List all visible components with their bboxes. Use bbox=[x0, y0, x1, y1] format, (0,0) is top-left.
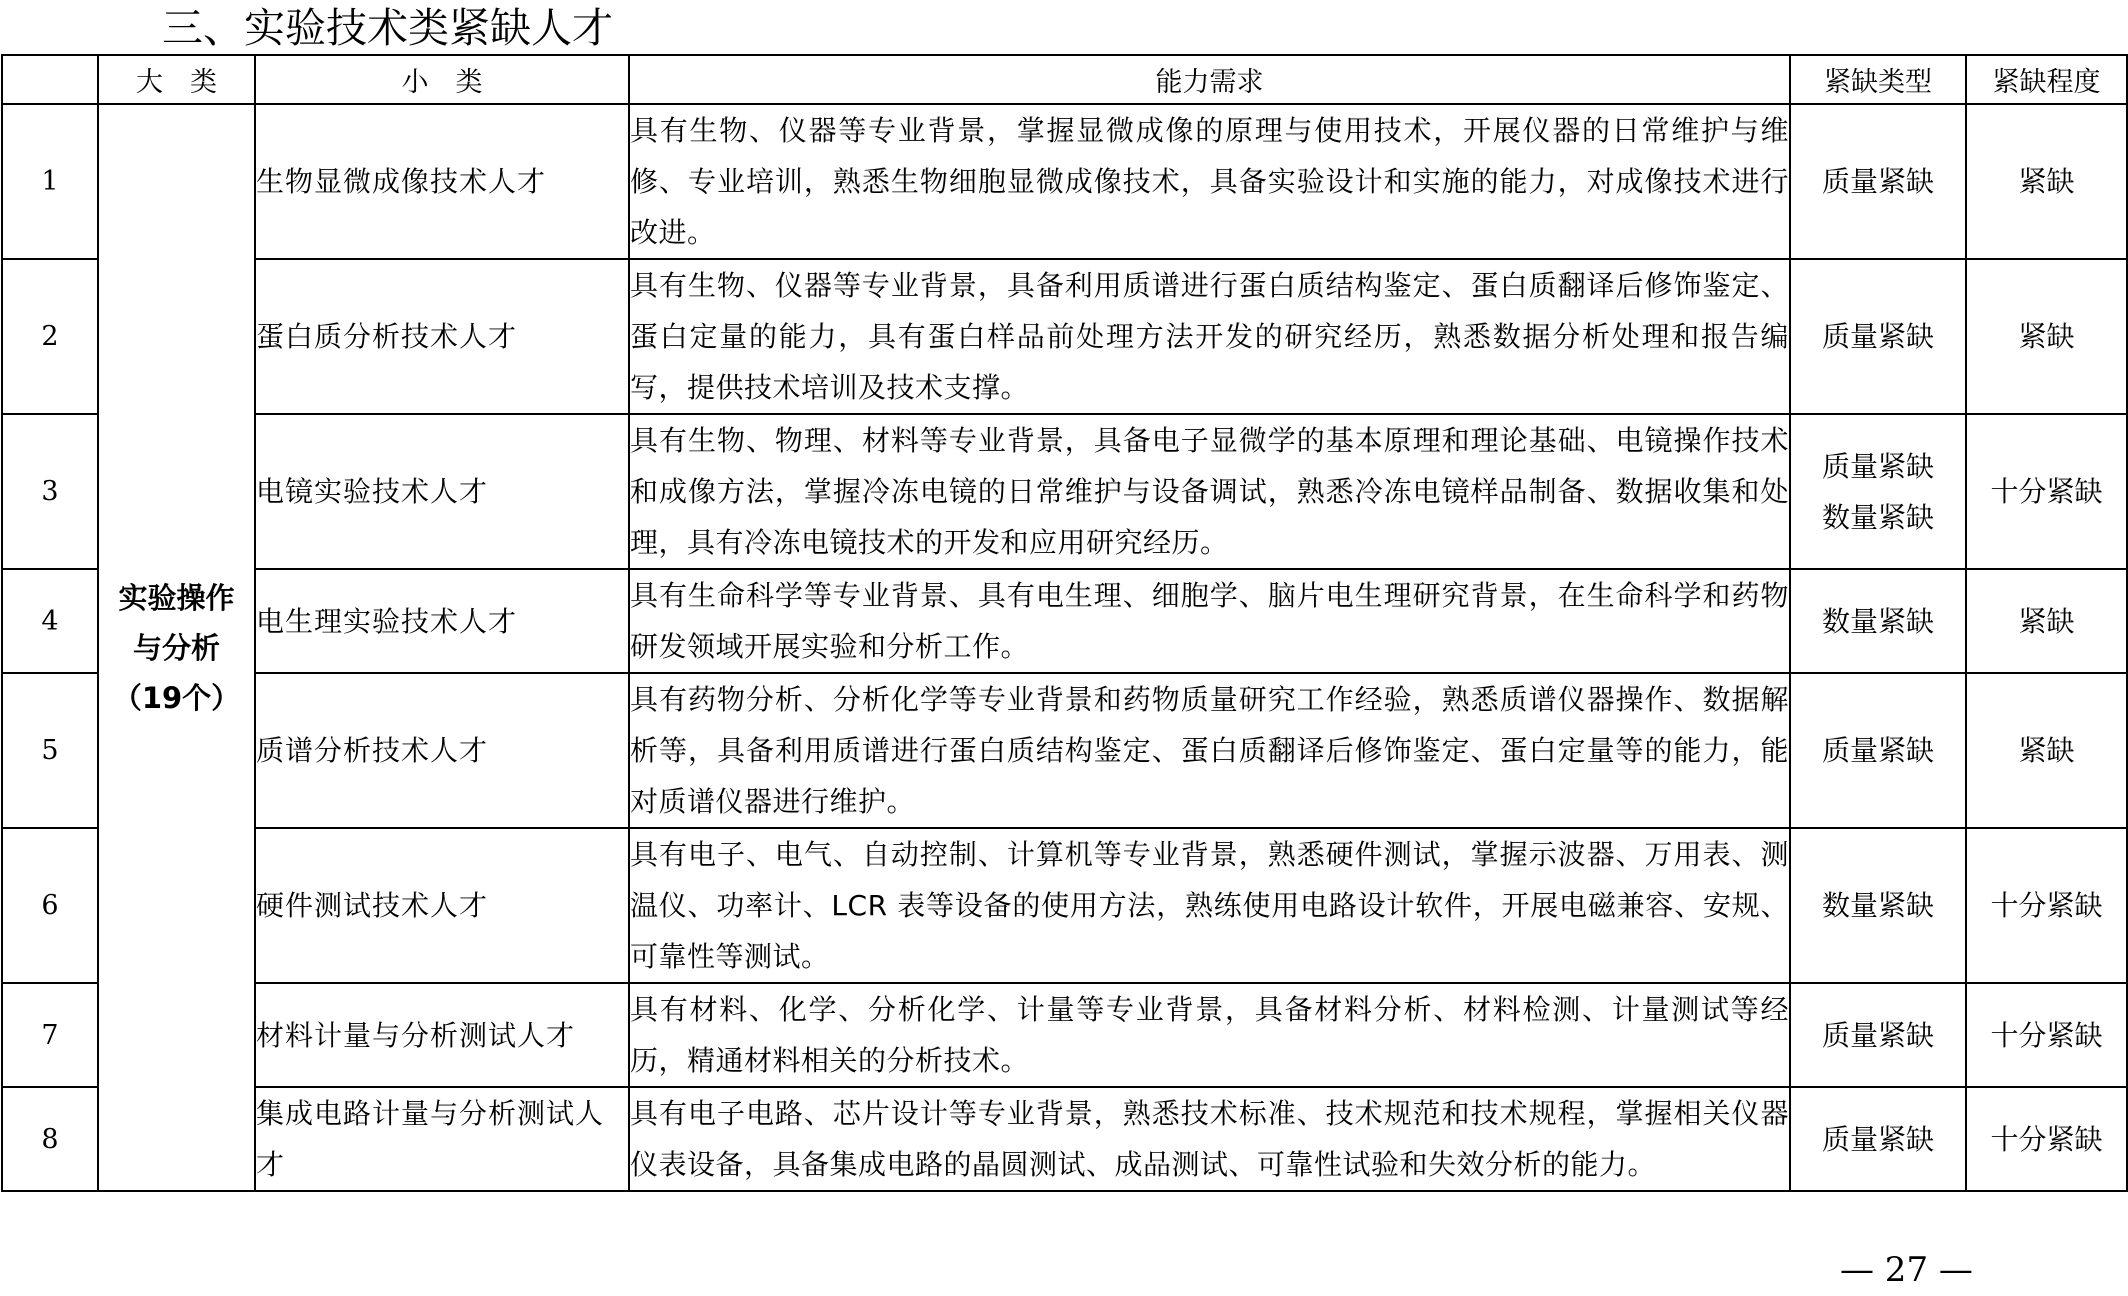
table-row bbox=[2, 569, 2127, 673]
shortage-type-cell bbox=[1790, 673, 1966, 828]
header-subcategory: 小 类 bbox=[255, 55, 629, 104]
header-shortage-type: 紧缺类型 bbox=[1790, 55, 1966, 104]
shortage-type-cell bbox=[1790, 983, 1966, 1087]
requirement-cell: 具有材料、化学、分析化学、计量等专业背景，具备材料分析、材料检测、计量测试等经历，精通材料相关的分析技术。 bbox=[629, 983, 1790, 1087]
category-line: 实验操作 bbox=[118, 580, 235, 615]
shortage-type: 数量紧缺 bbox=[1821, 500, 1934, 534]
shortage-type-cell bbox=[1790, 414, 1966, 569]
header-num bbox=[2, 55, 98, 104]
page-number: — 27 — bbox=[1840, 1250, 1973, 1290]
row-number: 3 bbox=[2, 414, 98, 569]
shortage-type-cell bbox=[1790, 1087, 1966, 1191]
shortage-type: 质量紧缺 bbox=[1821, 1018, 1934, 1052]
requirement-cell: 具有电子电路、芯片设计等专业背景，熟悉技术标准、技术规范和技术规程，掌握相关仪器仪表设备，具备集成电路的晶圆测试、成品测试、可靠性试验和失效分析的能力。 bbox=[629, 1087, 1790, 1191]
requirement-cell: 具有电子、电气、自动控制、计算机等专业背景，熟悉硬件测试，掌握示波器、万用表、测温仪、功率计、LCR 表等设备的使用方法，熟练使用电路设计软件，开展电磁兼容、安规、可靠性等测试。 bbox=[629, 828, 1790, 983]
shortage-type: 质量紧缺 bbox=[1821, 1122, 1934, 1156]
subcategory-cell: 质谱分析技术人才 bbox=[255, 673, 629, 828]
shortage-type: 数量紧缺 bbox=[1821, 604, 1934, 638]
category-count: （19个） bbox=[112, 680, 241, 715]
requirement-cell: 具有生物、仪器等专业背景，具备利用质谱进行蛋白质结构鉴定、蛋白质翻译后修饰鉴定、蛋白定量的能力，具有蛋白样品前处理方法开发的研究经历，熟悉数据分析处理和报告编写，提供技术培训及技术支撑。 bbox=[629, 259, 1790, 414]
table-row bbox=[2, 259, 2127, 414]
shortage-degree-cell: 十分紧缺 bbox=[1966, 1087, 2127, 1191]
shortage-degree-cell: 紧缺 bbox=[1966, 259, 2127, 414]
shortage-type: 质量紧缺 bbox=[1821, 734, 1934, 767]
row-number: 5 bbox=[2, 673, 98, 828]
shortage-type: 质量紧缺 bbox=[1821, 449, 1934, 483]
table-row bbox=[2, 673, 2127, 828]
requirement-cell: 具有生命科学等专业背景、具有电生理、细胞学、脑片电生理研究背景，在生命科学和药物研发领域开展实验和分析工作。 bbox=[629, 569, 1790, 673]
shortage-degree-cell: 紧缺 bbox=[1966, 673, 2127, 828]
subcategory-cell: 电生理实验技术人才 bbox=[255, 569, 629, 673]
shortage-degree-cell: 紧缺 bbox=[1966, 104, 2127, 259]
talent-shortage-table bbox=[1, 54, 2128, 1192]
subcategory-cell: 集成电路计量与分析测试人才 bbox=[255, 1087, 629, 1191]
header-requirement: 能力需求 bbox=[629, 55, 1790, 104]
shortage-type: 数量紧缺 bbox=[1821, 889, 1934, 922]
shortage-type-cell bbox=[1790, 569, 1966, 673]
row-number: 6 bbox=[2, 828, 98, 983]
shortage-type-cell bbox=[1790, 828, 1966, 983]
shortage-type: 质量紧缺 bbox=[1821, 165, 1934, 198]
row-number: 8 bbox=[2, 1087, 98, 1191]
subcategory-cell: 生物显微成像技术人才 bbox=[255, 104, 629, 259]
row-number: 1 bbox=[2, 104, 98, 259]
subcategory-cell: 电镜实验技术人才 bbox=[255, 414, 629, 569]
table-row bbox=[2, 104, 2127, 259]
category-cell bbox=[98, 104, 255, 1191]
table-row bbox=[2, 414, 2127, 569]
shortage-degree-cell: 十分紧缺 bbox=[1966, 828, 2127, 983]
shortage-degree-cell: 紧缺 bbox=[1966, 569, 2127, 673]
subcategory-cell: 蛋白质分析技术人才 bbox=[255, 259, 629, 414]
subcategory-cell: 材料计量与分析测试人才 bbox=[255, 983, 629, 1087]
row-number: 7 bbox=[2, 983, 98, 1087]
section-title: 三、实验技术类紧缺人才 bbox=[162, 4, 613, 52]
row-number: 2 bbox=[2, 259, 98, 414]
shortage-degree-cell: 十分紧缺 bbox=[1966, 414, 2127, 569]
header-category: 大 类 bbox=[98, 55, 255, 104]
requirement-cell: 具有药物分析、分析化学等专业背景和药物质量研究工作经验，熟悉质谱仪器操作、数据解析等，具备利用质谱进行蛋白质结构鉴定、蛋白质翻译后修饰鉴定、蛋白定量等的能力，能对质谱仪器进行维护。 bbox=[629, 673, 1790, 828]
shortage-type-cell bbox=[1790, 259, 1966, 414]
header-shortage-degree: 紧缺程度 bbox=[1966, 55, 2127, 104]
shortage-type-cell bbox=[1790, 104, 1966, 259]
table-row bbox=[2, 983, 2127, 1087]
table-row bbox=[2, 828, 2127, 983]
table-header-row bbox=[2, 55, 2127, 104]
table-row bbox=[2, 1087, 2127, 1191]
requirement-cell: 具有生物、仪器等专业背景，掌握显微成像的原理与使用技术，开展仪器的日常维护与维修、专业培训，熟悉生物细胞显微成像技术，具备实验设计和实施的能力，对成像技术进行改进。 bbox=[629, 104, 1790, 259]
subcategory-cell: 硬件测试技术人才 bbox=[255, 828, 629, 983]
category-line: 与分析 bbox=[132, 630, 220, 665]
shortage-type: 质量紧缺 bbox=[1821, 320, 1934, 353]
shortage-degree-cell: 十分紧缺 bbox=[1966, 983, 2127, 1087]
row-number: 4 bbox=[2, 569, 98, 673]
requirement-cell: 具有生物、物理、材料等专业背景，具备电子显微学的基本原理和理论基础、电镜操作技术和成像方法，掌握冷冻电镜的日常维护与设备调试，熟悉冷冻电镜样品制备、数据收集和处理，具有冷冻电镜技术的开发和应用研究经历。 bbox=[629, 414, 1790, 569]
